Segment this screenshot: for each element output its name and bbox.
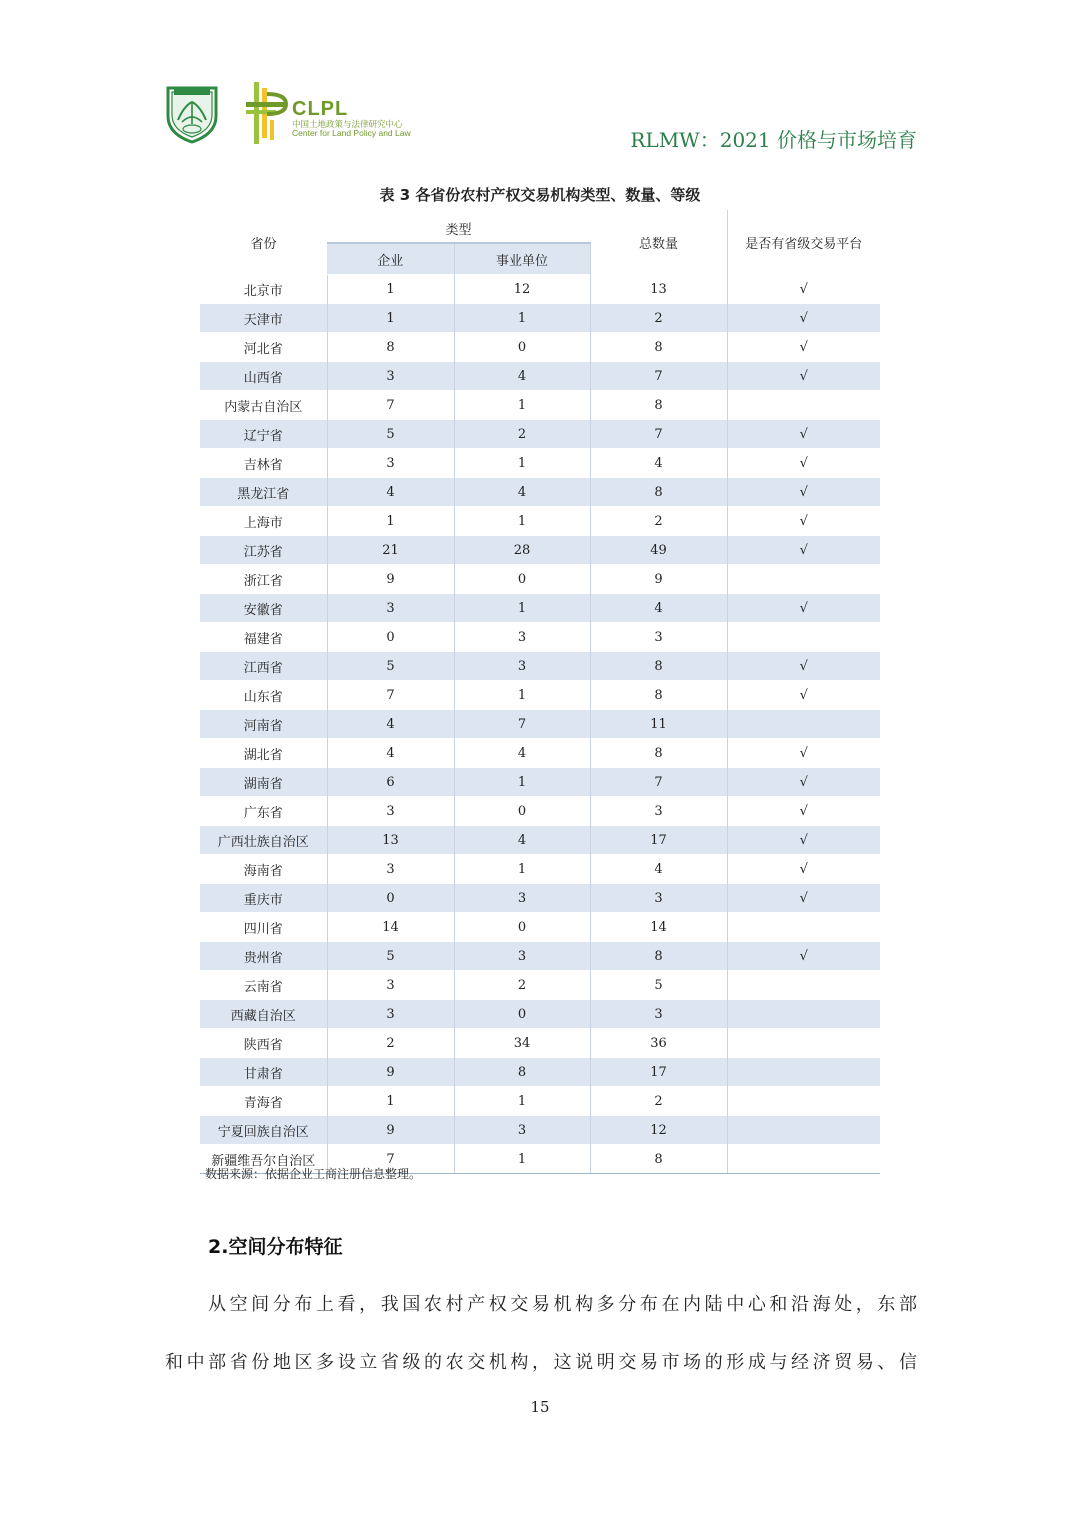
- cell-platform: √: [727, 739, 880, 768]
- cell-total: 4: [590, 449, 727, 478]
- cell-platform: √: [727, 942, 880, 971]
- cell-province: 内蒙古自治区: [200, 391, 327, 420]
- cell-total: 7: [590, 768, 727, 797]
- table-row: [200, 1087, 880, 1116]
- cell-institution: 3: [454, 942, 590, 971]
- cell-institution: 2: [454, 420, 590, 449]
- clpl-english-name: Center for Land Policy and Law: [292, 128, 411, 138]
- table-row: [200, 1000, 880, 1029]
- cell-enterprise: 5: [327, 652, 454, 681]
- section-heading: 2.空间分布特征: [208, 1236, 343, 1258]
- cell-platform: √: [727, 681, 880, 710]
- cell-enterprise: 9: [327, 565, 454, 594]
- header-institution: 事业单位: [454, 243, 590, 275]
- table-row: [200, 768, 880, 797]
- cell-institution: 1: [454, 594, 590, 623]
- table-row: [200, 391, 880, 420]
- cell-platform: √: [727, 507, 880, 536]
- cell-institution: 28: [454, 536, 590, 565]
- cell-institution: 4: [454, 478, 590, 507]
- cell-enterprise: 7: [327, 681, 454, 710]
- cell-total: 2: [590, 507, 727, 536]
- cell-total: 7: [590, 362, 727, 391]
- cell-total: 2: [590, 304, 727, 333]
- cell-institution: 4: [454, 362, 590, 391]
- cell-province: 广西壮族自治区: [200, 826, 327, 855]
- cell-total: 8: [590, 333, 727, 362]
- cell-institution: 3: [454, 1116, 590, 1145]
- cell-total: 8: [590, 652, 727, 681]
- cell-institution: 1: [454, 391, 590, 420]
- cell-platform: [727, 623, 880, 652]
- table-row: [200, 739, 880, 768]
- header-province: 省份: [250, 236, 277, 252]
- cell-province: 江西省: [200, 652, 327, 681]
- clpl-name: CLPL: [292, 98, 349, 120]
- page-number: 15: [530, 1398, 550, 1416]
- university-emblem-icon: [164, 82, 220, 144]
- cell-total: 36: [590, 1029, 727, 1058]
- cell-platform: √: [727, 275, 880, 304]
- cell-enterprise: 7: [327, 391, 454, 420]
- clpl-logo-icon: [244, 80, 288, 146]
- table-row: [200, 362, 880, 391]
- cell-province: 河南省: [200, 710, 327, 739]
- cell-enterprise: 3: [327, 797, 454, 826]
- cell-platform: √: [727, 362, 880, 391]
- cell-province: 新疆维吾尔自治区: [200, 1145, 327, 1174]
- cell-enterprise: 3: [327, 594, 454, 623]
- header-platform: 是否有省级交易平台: [745, 236, 863, 252]
- cell-institution: 0: [454, 1000, 590, 1029]
- cell-enterprise: 4: [327, 478, 454, 507]
- cell-enterprise: 4: [327, 739, 454, 768]
- cell-enterprise: 3: [327, 1000, 454, 1029]
- table-row: [200, 913, 880, 942]
- data-source-note: 数据来源：依据企业工商注册信息整理。: [205, 1167, 422, 1181]
- cell-province: 青海省: [200, 1087, 327, 1116]
- table-row: [200, 1058, 880, 1087]
- cell-institution: 1: [454, 1145, 590, 1174]
- cell-province: 北京市: [200, 275, 327, 304]
- cell-institution: 1: [454, 449, 590, 478]
- cell-enterprise: 2: [327, 1029, 454, 1058]
- cell-total: 2: [590, 1087, 727, 1116]
- cell-total: 49: [590, 536, 727, 565]
- cell-institution: 1: [454, 768, 590, 797]
- table-row: [200, 304, 880, 333]
- cell-institution: 3: [454, 652, 590, 681]
- cell-platform: √: [727, 884, 880, 913]
- clpl-chinese-name: 中国土地政策与法律研究中心: [292, 120, 403, 130]
- cell-institution: 0: [454, 913, 590, 942]
- cell-total: 3: [590, 1000, 727, 1029]
- cell-platform: [727, 1029, 880, 1058]
- cell-platform: √: [727, 420, 880, 449]
- cell-platform: [727, 391, 880, 420]
- cell-institution: 1: [454, 1087, 590, 1116]
- table-row: [200, 855, 880, 884]
- cell-enterprise: 21: [327, 536, 454, 565]
- cell-province: 西藏自治区: [200, 1000, 327, 1029]
- cell-institution: 1: [454, 681, 590, 710]
- cell-institution: 7: [454, 710, 590, 739]
- table-row: [200, 681, 880, 710]
- cell-province: 安徽省: [200, 594, 327, 623]
- cell-province: 湖北省: [200, 739, 327, 768]
- cell-total: 13: [590, 275, 727, 304]
- cell-province: 山西省: [200, 362, 327, 391]
- cell-province: 四川省: [200, 913, 327, 942]
- cell-enterprise: 4: [327, 710, 454, 739]
- cell-total: 8: [590, 391, 727, 420]
- cell-province: 广东省: [200, 797, 327, 826]
- table-row: [200, 275, 880, 304]
- cell-institution: 34: [454, 1029, 590, 1058]
- cell-enterprise: 6: [327, 768, 454, 797]
- cell-province: 河北省: [200, 333, 327, 362]
- cell-platform: √: [727, 768, 880, 797]
- table-row: [200, 478, 880, 507]
- cell-province: 天津市: [200, 304, 327, 333]
- cell-total: 8: [590, 942, 727, 971]
- cell-platform: √: [727, 855, 880, 884]
- table-row: [200, 797, 880, 826]
- cell-institution: 3: [454, 884, 590, 913]
- cell-platform: √: [727, 333, 880, 362]
- cell-platform: √: [727, 536, 880, 565]
- cell-institution: 0: [454, 565, 590, 594]
- cell-enterprise: 0: [327, 623, 454, 652]
- cell-enterprise: 9: [327, 1058, 454, 1087]
- cell-institution: 12: [454, 275, 590, 304]
- cell-enterprise: 13: [327, 826, 454, 855]
- table-row: [200, 333, 880, 362]
- cell-province: 陕西省: [200, 1029, 327, 1058]
- cell-enterprise: 0: [327, 884, 454, 913]
- cell-province: 甘肃省: [200, 1058, 327, 1087]
- cell-province: 福建省: [200, 623, 327, 652]
- cell-enterprise: 1: [327, 507, 454, 536]
- cell-platform: [727, 1116, 880, 1145]
- cell-institution: 8: [454, 1058, 590, 1087]
- cell-institution: 2: [454, 971, 590, 1000]
- cell-platform: [727, 1058, 880, 1087]
- cell-platform: [727, 710, 880, 739]
- cell-institution: 1: [454, 855, 590, 884]
- cell-province: 云南省: [200, 971, 327, 1000]
- header-total: 总数量: [590, 210, 727, 275]
- cell-total: 8: [590, 681, 727, 710]
- cell-total: 7: [590, 420, 727, 449]
- cell-enterprise: 3: [327, 449, 454, 478]
- table-row: [200, 884, 880, 913]
- cell-total: 8: [590, 478, 727, 507]
- paragraph-line-2: 和中部省份地区多设立省级的农交机构，这说明交易市场的形成与经济贸易、信: [165, 1352, 917, 1373]
- cell-total: 12: [590, 1116, 727, 1145]
- cell-province: 湖南省: [200, 768, 327, 797]
- cell-enterprise: 9: [327, 1116, 454, 1145]
- table-body: [200, 275, 880, 1174]
- header-enterprise: 企业: [327, 243, 454, 275]
- cell-enterprise: 7: [327, 1145, 454, 1174]
- table-row: [200, 1116, 880, 1145]
- cell-platform: [727, 565, 880, 594]
- cell-platform: √: [727, 797, 880, 826]
- table-row: [200, 420, 880, 449]
- table-caption: 表 3 各省份农村产权交易机构类型、数量、等级: [379, 186, 701, 204]
- cell-total: 8: [590, 1145, 727, 1174]
- cell-province: 辽宁省: [200, 420, 327, 449]
- paragraph-line-1: 从空间分布上看，我国农村产权交易机构多分布在内陆中心和沿海处，东部: [208, 1294, 917, 1315]
- cell-enterprise: 14: [327, 913, 454, 942]
- table-row: [200, 942, 880, 971]
- cell-total: 11: [590, 710, 727, 739]
- cell-province: 海南省: [200, 855, 327, 884]
- cell-enterprise: 5: [327, 942, 454, 971]
- table-row: [200, 710, 880, 739]
- cell-total: 3: [590, 797, 727, 826]
- cell-enterprise: 8: [327, 333, 454, 362]
- running-title: RLMW：2021 价格与市场培育: [630, 128, 917, 152]
- table-row: [200, 1029, 880, 1058]
- cell-platform: [727, 1145, 880, 1174]
- cell-enterprise: 1: [327, 1087, 454, 1116]
- cell-province: 宁夏回族自治区: [200, 1116, 327, 1145]
- header-type: 类型: [327, 210, 590, 243]
- province-table: [200, 210, 880, 1174]
- cell-total: 8: [590, 739, 727, 768]
- cell-total: 3: [590, 623, 727, 652]
- table-row: [200, 971, 880, 1000]
- table-row: [200, 536, 880, 565]
- cell-total: 4: [590, 855, 727, 884]
- cell-institution: 1: [454, 507, 590, 536]
- cell-province: 浙江省: [200, 565, 327, 594]
- cell-enterprise: 3: [327, 971, 454, 1000]
- cell-province: 贵州省: [200, 942, 327, 971]
- cell-platform: √: [727, 652, 880, 681]
- cell-platform: √: [727, 478, 880, 507]
- cell-institution: 4: [454, 739, 590, 768]
- table-row: [200, 507, 880, 536]
- table-row: [200, 449, 880, 478]
- table-row: [200, 565, 880, 594]
- cell-institution: 4: [454, 826, 590, 855]
- cell-platform: [727, 913, 880, 942]
- cell-platform: [727, 971, 880, 1000]
- table-row: [200, 652, 880, 681]
- cell-enterprise: 3: [327, 362, 454, 391]
- cell-total: 3: [590, 884, 727, 913]
- cell-enterprise: 1: [327, 304, 454, 333]
- cell-platform: √: [727, 304, 880, 333]
- cell-total: 5: [590, 971, 727, 1000]
- cell-total: 14: [590, 913, 727, 942]
- table-row: [200, 826, 880, 855]
- cell-province: 重庆市: [200, 884, 327, 913]
- table-row: [200, 594, 880, 623]
- cell-platform: [727, 1087, 880, 1116]
- cell-institution: 0: [454, 333, 590, 362]
- cell-institution: 1: [454, 304, 590, 333]
- cell-total: 17: [590, 826, 727, 855]
- cell-province: 山东省: [200, 681, 327, 710]
- cell-province: 上海市: [200, 507, 327, 536]
- cell-province: 江苏省: [200, 536, 327, 565]
- cell-enterprise: 5: [327, 420, 454, 449]
- table-row: [200, 623, 880, 652]
- cell-total: 17: [590, 1058, 727, 1087]
- cell-institution: 3: [454, 623, 590, 652]
- cell-enterprise: 3: [327, 855, 454, 884]
- cell-total: 4: [590, 594, 727, 623]
- cell-province: 吉林省: [200, 449, 327, 478]
- cell-platform: √: [727, 594, 880, 623]
- cell-platform: √: [727, 449, 880, 478]
- cell-platform: [727, 1000, 880, 1029]
- cell-province: 黑龙江省: [200, 478, 327, 507]
- cell-enterprise: 1: [327, 275, 454, 304]
- cell-platform: √: [727, 826, 880, 855]
- cell-institution: 0: [454, 797, 590, 826]
- cell-total: 9: [590, 565, 727, 594]
